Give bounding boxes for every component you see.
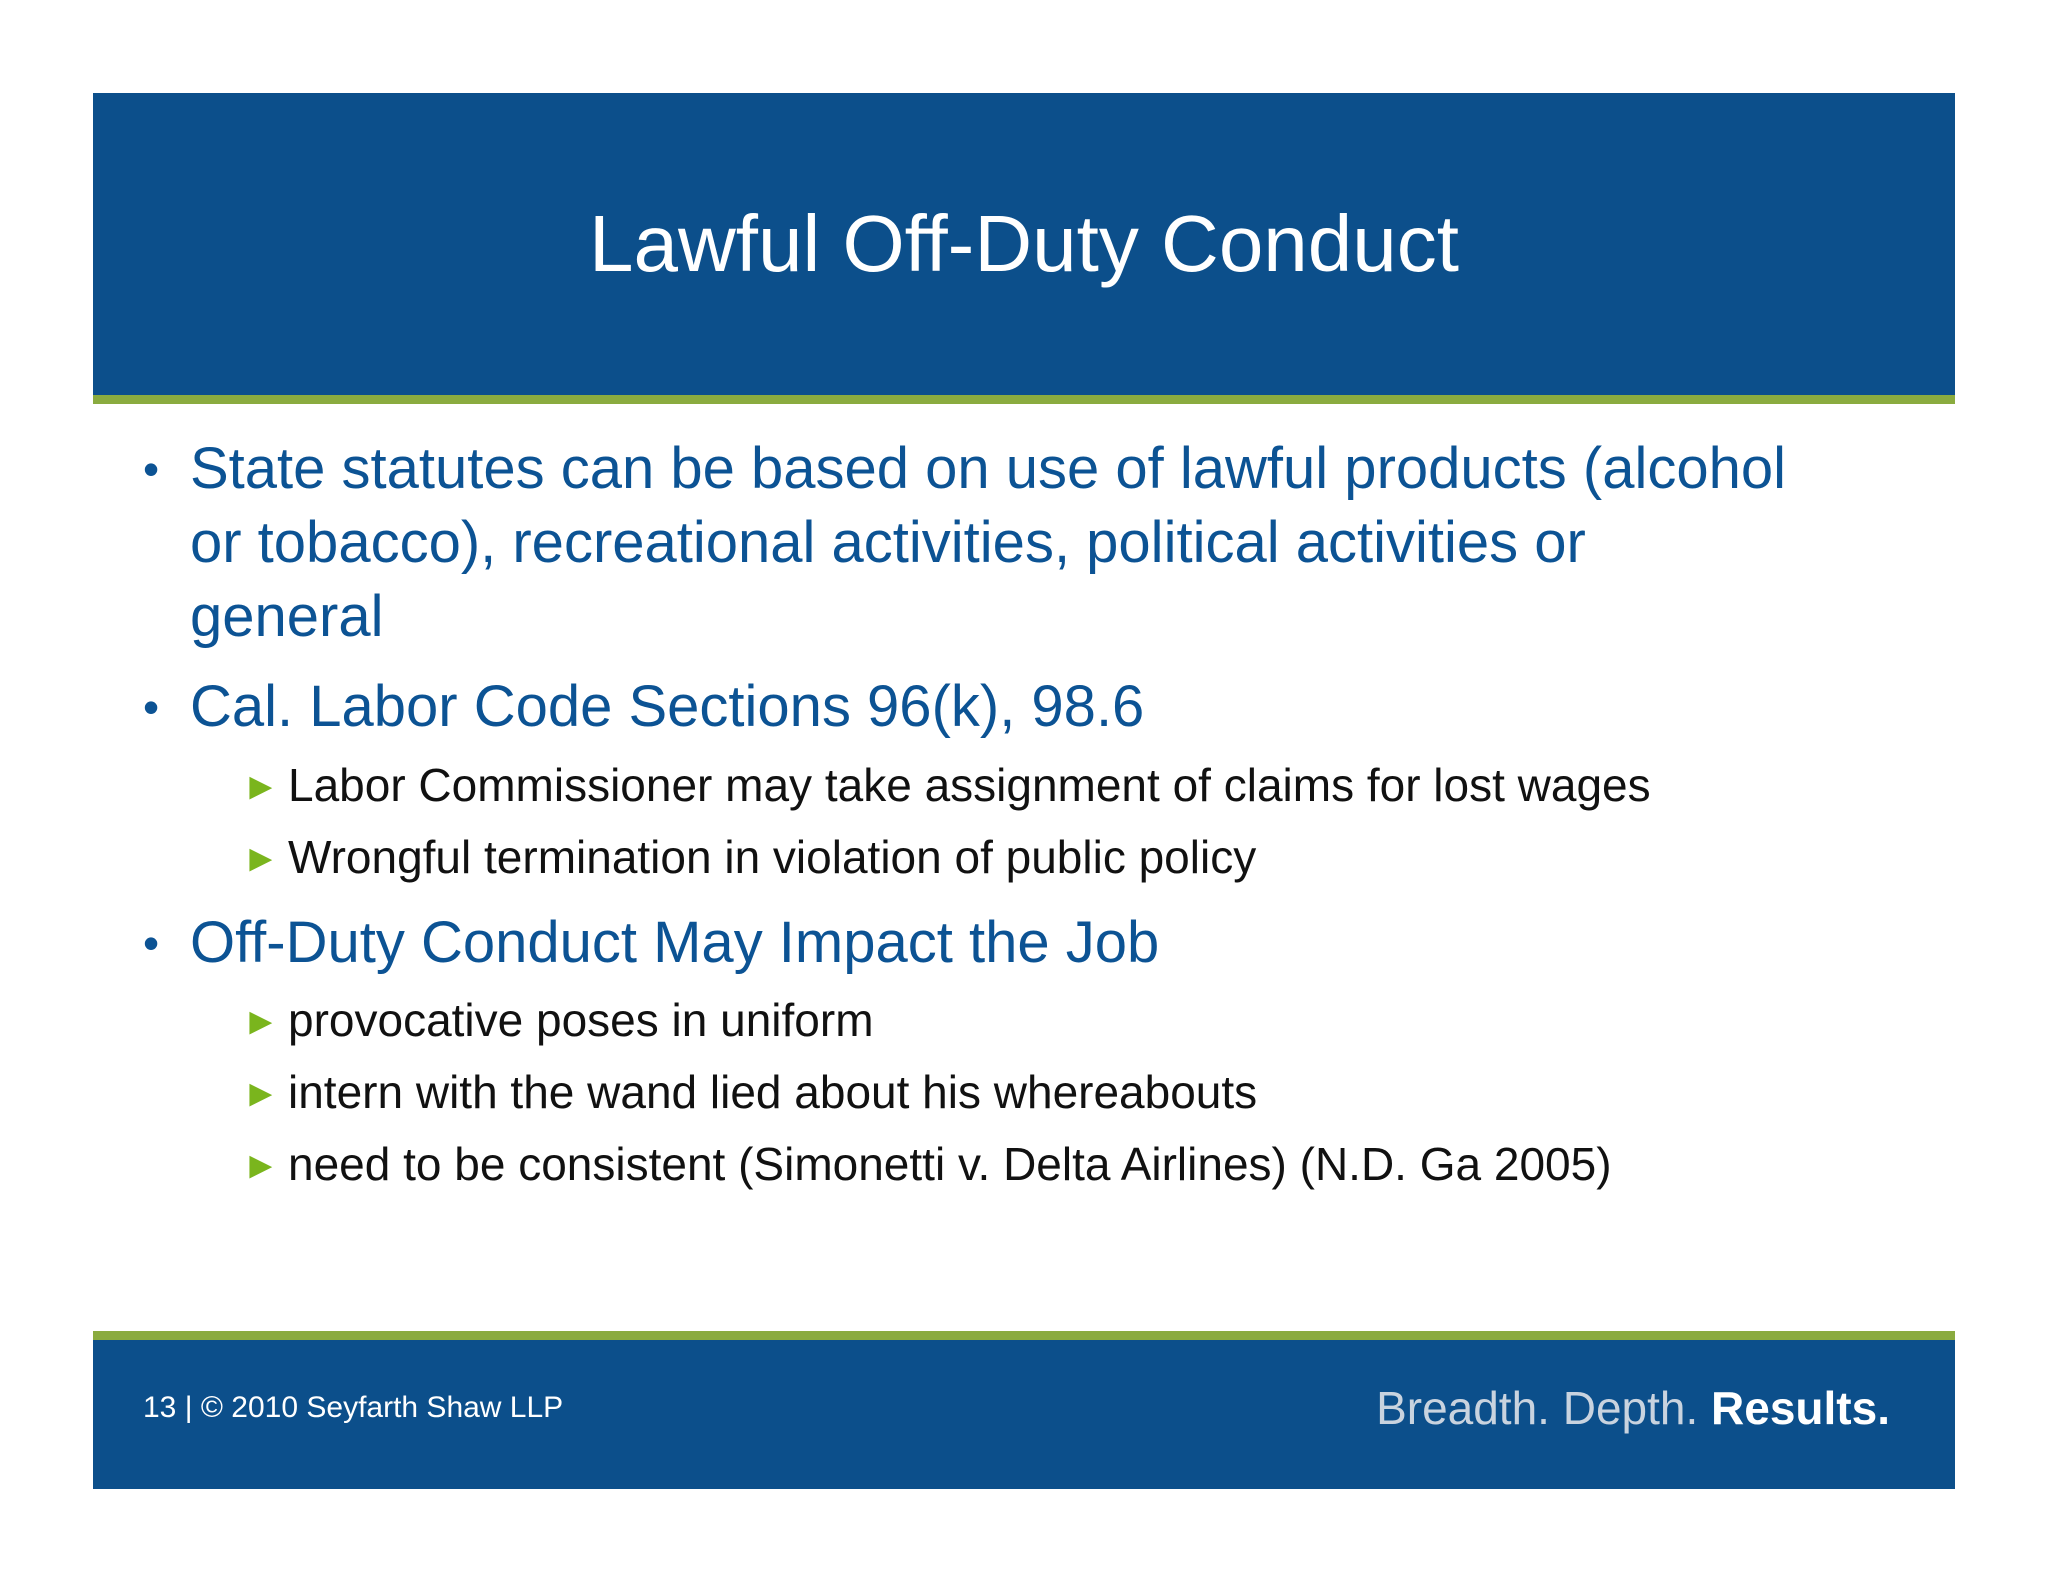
footer-divider — [93, 1331, 1955, 1340]
bullet-line: general — [190, 584, 384, 649]
arrow-right-icon: ► — [242, 766, 280, 808]
bullet-text — [190, 432, 2048, 654]
footer-info — [143, 1388, 563, 1428]
bullet-dot-icon: • — [143, 917, 160, 969]
sub-bullet-item — [242, 1062, 1257, 1124]
bullet-line: State statutes can be based on use of lawful products (alcohol — [190, 436, 1786, 501]
page-number: 13 — [143, 1391, 177, 1424]
sub-bullet-text: provocative poses in uniform — [288, 994, 874, 1046]
sub-bullet-item — [242, 755, 1651, 817]
sub-bullet-item — [242, 827, 1256, 889]
bullet-text: Cal. Labor Code Sections 96(k), 98.6 — [190, 674, 1145, 739]
sub-bullet-text: Labor Commissioner may take assignment of claims for lost wages — [288, 759, 1651, 811]
arrow-right-icon: ► — [242, 1073, 280, 1115]
slide-title: Lawful Off-Duty Conduct — [588, 199, 1460, 288]
copyright-text: © 2010 Seyfarth Shaw LLP — [200, 1391, 564, 1424]
sub-bullet-text: need to be consistent (Simonetti v. Delta Airlines) (N.D. Ga 2005) — [288, 1138, 1612, 1190]
bullet-line: or tobacco), recreational activities, political activities or — [190, 510, 1586, 575]
arrow-right-icon: ► — [242, 838, 280, 880]
tagline — [1376, 1378, 1890, 1438]
sub-bullet-item — [242, 990, 874, 1052]
sub-bullet-text: intern with the wand lied about his whereabouts — [288, 1066, 1258, 1118]
footer-separator: | — [184, 1391, 193, 1424]
sub-bullet-text: Wrongful termination in violation of public policy — [288, 831, 1257, 883]
bullet-dot-icon: • — [143, 443, 160, 495]
sub-bullet-item — [242, 1134, 1612, 1196]
bullet-text: Off-Duty Conduct May Impact the Job — [190, 910, 1160, 975]
arrow-right-icon: ► — [242, 1001, 280, 1043]
tagline-emphasis: Results. — [1711, 1382, 1890, 1434]
arrow-right-icon: ► — [242, 1145, 280, 1187]
bullet-dot-icon: • — [143, 681, 160, 733]
tagline-part: Breadth. Depth. — [1376, 1382, 1699, 1434]
